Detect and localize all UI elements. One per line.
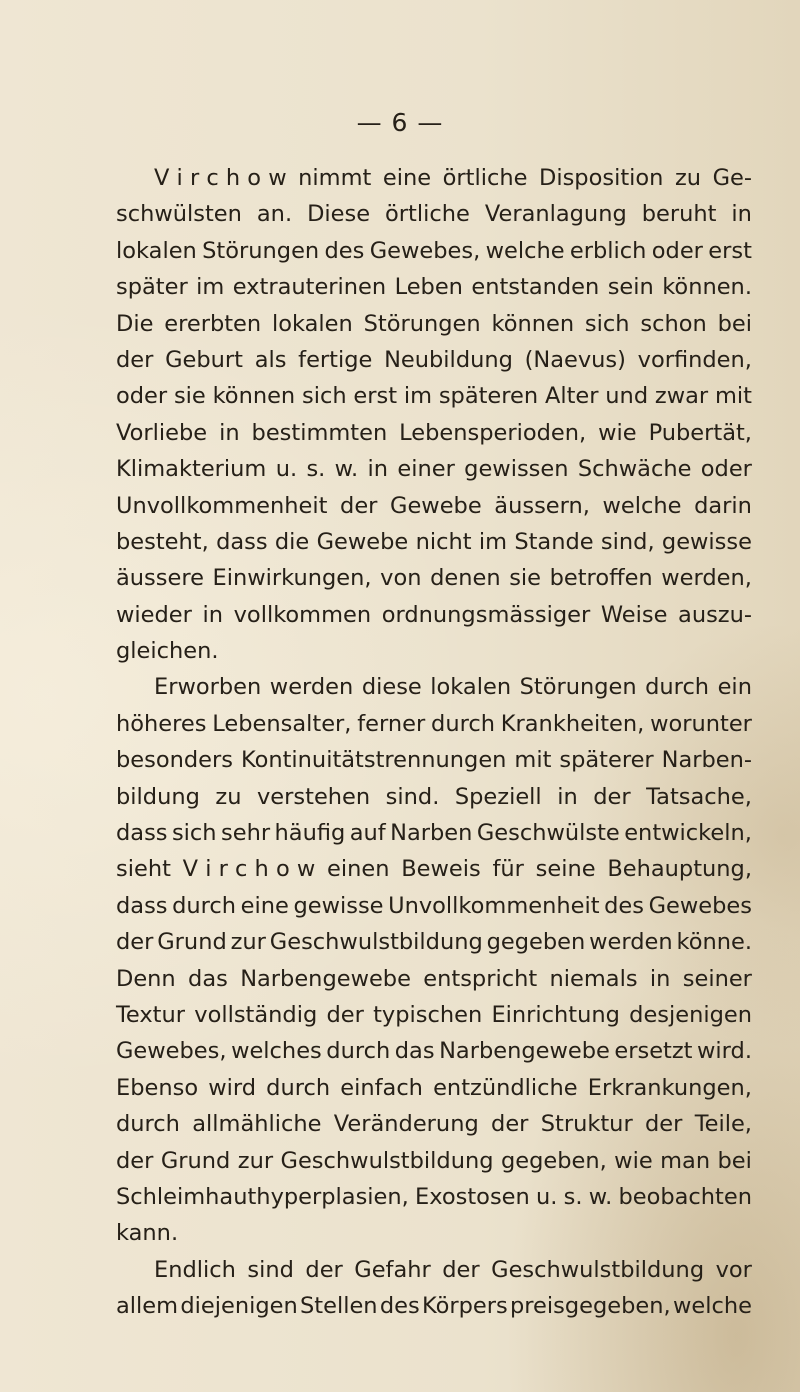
word: Denn: [116, 965, 176, 992]
word: wie: [614, 1147, 653, 1174]
word: Disposition: [539, 165, 664, 191]
word: der: [491, 1111, 529, 1138]
word: u.: [536, 1183, 558, 1210]
word: darin: [694, 492, 752, 519]
word: Veranlagung: [484, 201, 627, 228]
word: in: [731, 201, 752, 228]
word: desjenigen: [629, 1001, 752, 1028]
word: bestimmten: [251, 419, 388, 446]
word: erst: [708, 237, 752, 264]
word: Stellen: [300, 1293, 378, 1320]
word: Lebensperioden,: [399, 419, 587, 446]
word: im: [478, 528, 508, 555]
text-line: [116, 306, 752, 342]
word: entspricht: [423, 965, 538, 992]
text-line: [116, 160, 752, 196]
word: seine: [535, 856, 596, 883]
text-line: [116, 924, 752, 960]
text-line: [116, 851, 752, 887]
word: schon: [640, 310, 707, 337]
word: welche: [485, 237, 565, 264]
word: durch: [431, 710, 495, 737]
word: oder: [651, 237, 703, 264]
text-line: [116, 1070, 752, 1106]
word: der: [593, 783, 631, 810]
word: Geschwulstbildung: [491, 1256, 705, 1283]
word: zu: [674, 165, 702, 191]
word: sieht: [116, 856, 171, 883]
word: sie: [173, 383, 206, 410]
word: auszu-: [678, 601, 752, 628]
text-line: [116, 961, 752, 997]
word: w.: [588, 1183, 613, 1210]
word: vorfinden,: [637, 346, 752, 373]
word: Schwäche: [577, 456, 692, 483]
word: besteht,: [116, 528, 209, 555]
word: späteren: [438, 383, 539, 410]
word: bei: [717, 1147, 752, 1174]
word: wird: [208, 1074, 257, 1101]
word: Beweis: [401, 856, 481, 883]
word: gegeben,: [500, 1147, 607, 1174]
word: Neubildung: [384, 346, 513, 373]
word: s.: [563, 1183, 583, 1210]
word: ferner: [357, 710, 426, 737]
word: entwickeln,: [624, 820, 752, 847]
text-line: [116, 342, 752, 378]
word: als: [254, 346, 287, 373]
word: häufig: [274, 820, 346, 847]
word: Alter: [544, 383, 599, 410]
word: zur: [237, 1147, 274, 1174]
word: der: [116, 929, 154, 956]
word: Narbengewebe: [439, 1038, 610, 1065]
word: diejenigen: [180, 1293, 298, 1320]
word: zu: [215, 783, 242, 810]
word: Narben: [390, 820, 473, 847]
word: Stande: [514, 528, 594, 555]
word: Klimakterium: [116, 456, 267, 483]
word: worunter: [650, 710, 752, 737]
word: nicht: [415, 528, 472, 555]
word: betroffen: [549, 565, 653, 592]
word: diese: [361, 674, 422, 701]
word: der: [116, 346, 154, 373]
text-line: [116, 269, 752, 305]
text-line: [116, 1288, 752, 1324]
word: Gewebes,: [369, 237, 481, 264]
text-line: [116, 1143, 752, 1179]
word: typischen: [373, 1001, 483, 1028]
text-line: [116, 1106, 752, 1142]
word: der: [442, 1256, 480, 1283]
word: entstanden: [471, 274, 600, 301]
word: durch: [645, 674, 710, 701]
word: die: [274, 528, 310, 555]
word: mit: [514, 747, 552, 774]
word: Störungen: [519, 674, 637, 701]
word: Geschwülste: [476, 820, 620, 847]
word: Pubertät,: [648, 419, 752, 446]
word: durch: [116, 1111, 180, 1138]
word: und: [605, 383, 649, 410]
word: eine: [382, 165, 432, 191]
word: Geschwulstbildung: [280, 1147, 494, 1174]
word: wird.: [697, 1038, 752, 1065]
word: äussere: [116, 565, 204, 592]
word: man: [660, 1147, 711, 1174]
word: V i r c h o w: [182, 856, 316, 883]
word: das: [394, 1038, 435, 1065]
text-line: [116, 560, 752, 596]
word: Leben: [394, 274, 463, 301]
word: sind,: [600, 528, 655, 555]
text-line: [116, 742, 752, 778]
word: an.: [256, 201, 293, 228]
word: Die: [116, 310, 154, 337]
word: ererbten: [164, 310, 262, 337]
word: in: [557, 783, 578, 810]
word: Körpers: [421, 1293, 508, 1320]
word: Tatsache,: [646, 783, 752, 810]
word: vor: [715, 1256, 752, 1283]
text-line: [116, 1215, 752, 1251]
word: denen: [430, 565, 501, 592]
word: der: [305, 1256, 343, 1283]
word: beruht: [641, 201, 717, 228]
word: des: [324, 237, 365, 264]
text-line: [116, 233, 752, 269]
word: ordnungsmässiger: [381, 601, 591, 628]
word: von: [380, 565, 422, 592]
text-line: [116, 488, 752, 524]
word: Erkrankungen,: [587, 1074, 752, 1101]
word: Unvollkommenheit: [116, 492, 328, 519]
word: dass: [116, 892, 168, 919]
word: Endlich: [154, 1256, 236, 1283]
word: Störungen: [202, 237, 320, 264]
word: Narben-: [661, 747, 752, 774]
word: der: [326, 1001, 364, 1028]
word: Einwirkungen,: [212, 565, 372, 592]
word: gegeben: [486, 929, 586, 956]
word: auf: [349, 820, 386, 847]
word: zwar: [654, 383, 709, 410]
word: das: [188, 965, 228, 992]
word: Struktur: [540, 1111, 633, 1138]
word: niemals: [549, 965, 638, 992]
word: bildung: [116, 783, 200, 810]
word: gewisse: [661, 528, 752, 555]
text-line: [116, 633, 752, 669]
word: ein: [717, 674, 752, 701]
word: schwülsten: [116, 201, 242, 228]
word: Veränderung: [333, 1111, 479, 1138]
text-line: [116, 378, 752, 414]
word: sich: [302, 383, 347, 410]
word: in: [219, 419, 240, 446]
word: vollständig: [194, 1001, 318, 1028]
word: V i r c h o w: [154, 165, 287, 191]
word: sich: [171, 820, 217, 847]
word: vollkommen: [233, 601, 372, 628]
word: sind: [247, 1256, 294, 1283]
word: Grund: [160, 1147, 231, 1174]
word: Diese: [307, 201, 371, 228]
text-line: [116, 669, 752, 705]
word: Textur: [116, 1001, 186, 1028]
word: zur: [230, 929, 266, 956]
word: durch: [326, 1038, 391, 1065]
word: wieder: [116, 601, 192, 628]
word: höheres: [116, 710, 207, 737]
text-line: [116, 779, 752, 815]
word: gleichen.: [116, 638, 219, 665]
word: kann.: [116, 1220, 179, 1247]
word: späterer: [559, 747, 654, 774]
text-line: [116, 706, 752, 742]
word: im: [403, 383, 433, 410]
word: ersetzt: [614, 1038, 693, 1065]
word: Unvollkommenheit: [388, 892, 600, 919]
word: Exostosen: [415, 1183, 530, 1210]
word: örtliche: [442, 165, 528, 191]
word: oder: [116, 383, 168, 410]
page-number: — 6 —: [356, 108, 444, 137]
word: des: [379, 1293, 420, 1320]
text-line: [116, 997, 752, 1033]
word: welche: [602, 492, 682, 519]
word: welches: [231, 1038, 322, 1065]
word: Gewebes,: [116, 1038, 227, 1065]
word: lokalen: [271, 310, 353, 337]
word: bei: [717, 310, 752, 337]
text-line: [116, 196, 752, 232]
word: können: [491, 310, 575, 337]
word: Krankheiten,: [500, 710, 645, 737]
word: Gewebes: [648, 892, 752, 919]
word: oder: [700, 456, 752, 483]
word: u.: [275, 456, 298, 483]
word: fertige: [298, 346, 373, 373]
word: Teile,: [694, 1111, 752, 1138]
word: einen: [327, 856, 390, 883]
word: Störungen: [363, 310, 481, 337]
word: einer: [397, 456, 455, 483]
word: Vorliebe: [116, 419, 208, 446]
word: für: [492, 856, 524, 883]
word: lokalen: [116, 237, 197, 264]
word: verstehen: [256, 783, 371, 810]
word: beobachten: [618, 1183, 752, 1210]
text-line: [116, 888, 752, 924]
word: Gefahr: [354, 1256, 431, 1283]
text-line: [116, 597, 752, 633]
word: des: [604, 892, 644, 919]
word: erst: [353, 383, 398, 410]
word: Kontinuitätstrennungen: [240, 747, 507, 774]
word: der: [116, 1147, 154, 1174]
word: Erworben: [154, 674, 262, 701]
word: der: [340, 492, 378, 519]
word: Geschwulstbildung: [269, 929, 483, 956]
word: sich: [584, 310, 630, 337]
word: Gewebe: [316, 528, 409, 555]
word: Gewebe: [390, 492, 482, 519]
word: (Naevus): [524, 346, 626, 373]
word: der: [645, 1111, 683, 1138]
text-line: [116, 524, 752, 560]
text-line: [116, 1033, 752, 1069]
word: allmähliche: [192, 1111, 322, 1138]
word: entzündliche: [433, 1074, 578, 1101]
text-line: [116, 415, 752, 451]
word: dass: [116, 820, 168, 847]
body-text: [116, 160, 752, 1325]
word: sehr: [221, 820, 271, 847]
word: wie: [598, 419, 637, 446]
word: Lebensalter,: [212, 710, 352, 737]
word: Geburt: [165, 346, 243, 373]
word: sein: [607, 274, 654, 301]
word: lokalen: [430, 674, 512, 701]
word: einfach: [340, 1074, 423, 1101]
word: erblich: [569, 237, 647, 264]
word: später: [116, 274, 188, 301]
word: werden: [589, 929, 673, 956]
word: können: [212, 383, 296, 410]
word: im: [196, 274, 225, 301]
word: Speziell: [454, 783, 542, 810]
word: mit: [714, 383, 752, 410]
word: seiner: [682, 965, 752, 992]
word: Ge-: [712, 165, 752, 191]
word: nimmt: [298, 165, 372, 191]
word: werden: [269, 674, 354, 701]
word: könne.: [676, 929, 752, 956]
text-line: [116, 1252, 752, 1288]
word: Behauptung,: [607, 856, 752, 883]
word: gewisse: [293, 892, 384, 919]
word: in: [202, 601, 223, 628]
word: Grund: [157, 929, 227, 956]
word: können.: [662, 274, 752, 301]
word: preisgegeben,: [510, 1293, 671, 1320]
word: allem: [116, 1293, 179, 1320]
word: äussern,: [494, 492, 590, 519]
word: Einrichtung: [491, 1001, 620, 1028]
word: örtliche: [385, 201, 470, 228]
word: gewissen: [464, 456, 569, 483]
word: werden,: [661, 565, 752, 592]
text-line: [116, 451, 752, 487]
word: sie: [509, 565, 542, 592]
text-line: [116, 815, 752, 851]
word: durch: [266, 1074, 331, 1101]
word: welche: [672, 1293, 752, 1320]
word: Narbengewebe: [240, 965, 411, 992]
word: Weise: [600, 601, 668, 628]
word: Ebenso: [116, 1074, 199, 1101]
word: durch: [172, 892, 237, 919]
word: w.: [334, 456, 359, 483]
word: eine: [240, 892, 289, 919]
word: in: [649, 965, 671, 992]
word: besonders: [116, 747, 233, 774]
word: dass: [216, 528, 268, 555]
word: in: [367, 456, 389, 483]
word: Schleimhauthyperplasien,: [116, 1183, 409, 1210]
word: sind.: [385, 783, 440, 810]
word: s.: [306, 456, 326, 483]
word: extrauterinen: [232, 274, 387, 301]
text-line: [116, 1179, 752, 1215]
